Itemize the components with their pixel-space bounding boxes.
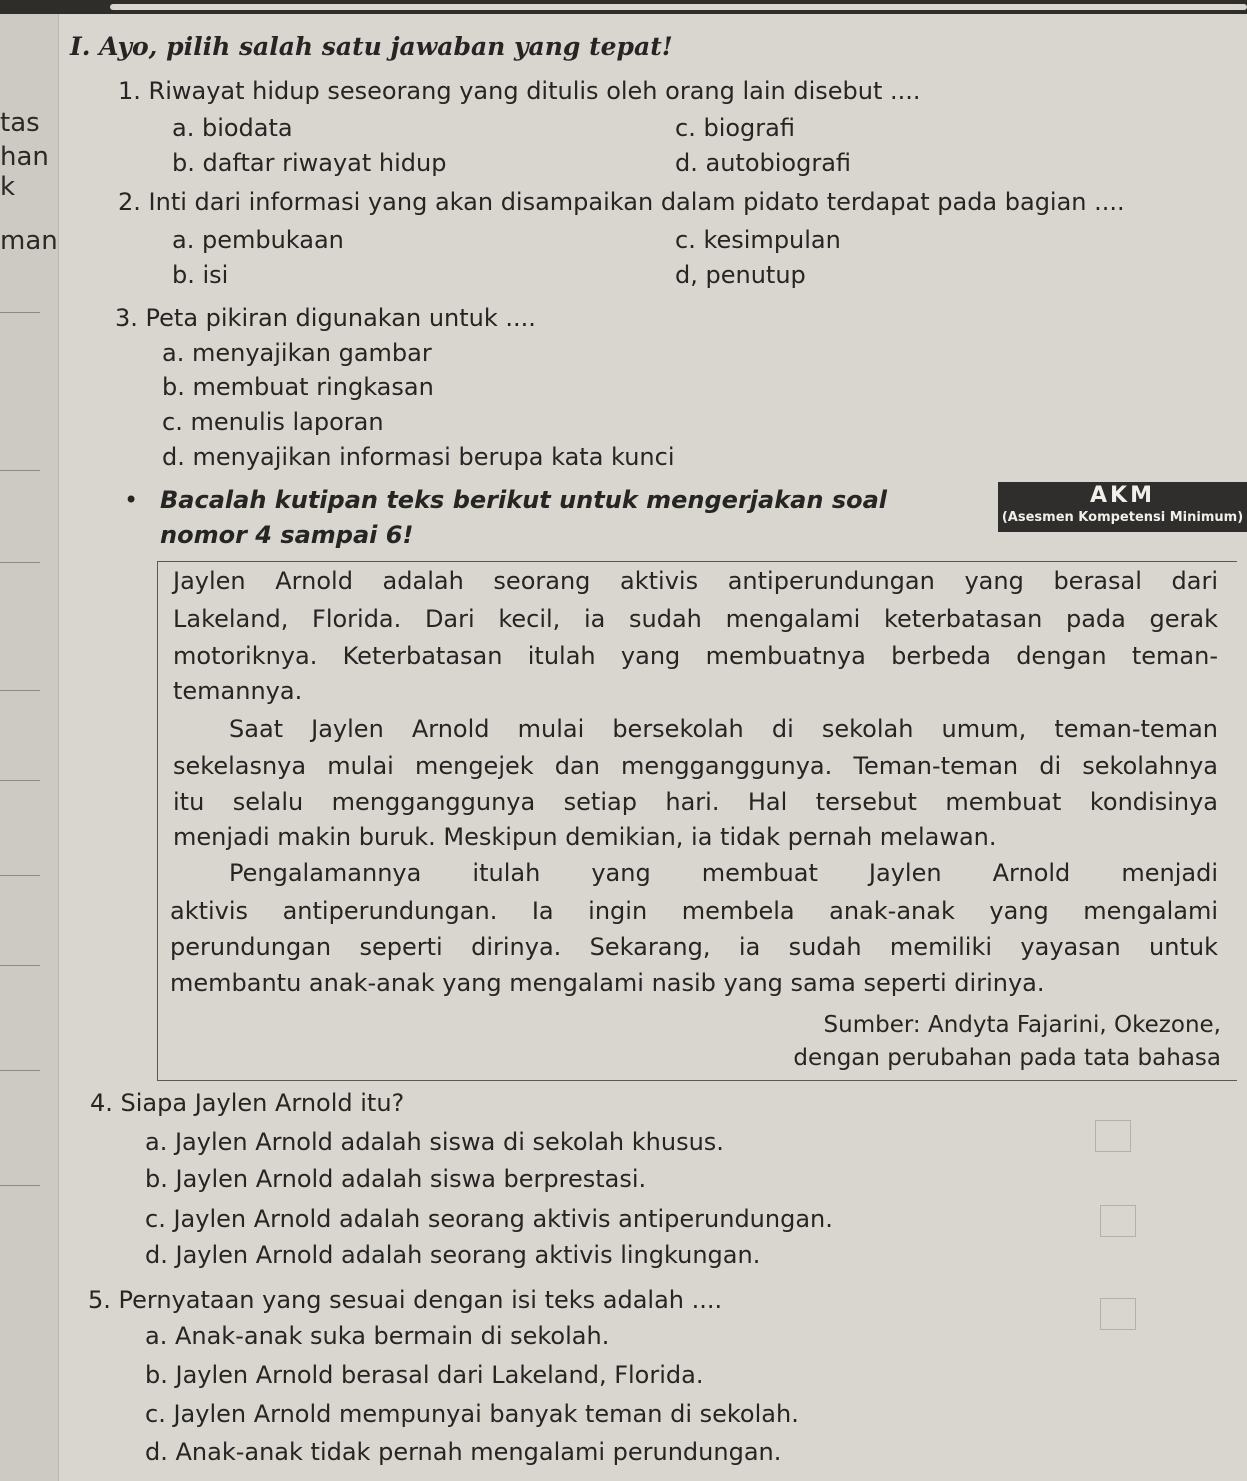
q3-option-d[interactable]: d. menyajikan informasi berupa kata kunci	[162, 443, 675, 471]
page-top-edge	[0, 0, 1247, 14]
question-3: 3. Peta pikiran digunakan untuk ....	[115, 304, 536, 332]
question-5: 5. Pernyataan yang sesuai dengan isi teks adalah ....	[88, 1286, 723, 1314]
q2-option-c[interactable]: c. kesimpulan	[675, 226, 841, 254]
margin-fragment: man	[0, 226, 58, 256]
margin-rule	[0, 1070, 40, 1071]
q5-option-a[interactable]: a. Anak-anak suka bermain di sekolah.	[145, 1322, 610, 1350]
margin-rule	[0, 312, 40, 313]
passage-line: Jaylen Arnold adalah seorang aktivis antiperundungan yang berasal dari	[173, 567, 1218, 595]
margin-rule	[0, 562, 40, 563]
passage-line: itu selalu mengganggunya setiap hari. Hal tersebut membuat kondisinya	[173, 788, 1218, 816]
passage-source-2: dengan perubahan pada tata bahasa	[793, 1045, 1221, 1071]
passage-source-1: Sumber: Andyta Fajarini, Okezone,	[823, 1012, 1221, 1038]
q3-option-b[interactable]: b. membuat ringkasan	[162, 373, 434, 401]
margin-rule	[0, 875, 40, 876]
q2-option-b[interactable]: b. isi	[172, 261, 229, 289]
instruction-line-1: Bacalah kutipan teks berikut untuk mengerjakan soal	[160, 486, 888, 514]
question-2: 2. Inti dari informasi yang akan disampaikan dalam pidato terdapat pada bagian ....	[118, 188, 1125, 216]
margin-rule	[0, 965, 40, 966]
akm-subtitle: (Asesmen Kompetensi Minimum)	[1001, 510, 1244, 525]
passage-line: temannya.	[173, 677, 303, 705]
passage-line: Saat Jaylen Arnold mulai bersekolah di sekolah umum, teman-teman	[229, 715, 1218, 743]
q4-option-a[interactable]: a. Jaylen Arnold adalah siswa di sekolah khusus.	[145, 1128, 724, 1156]
passage-line: perundungan seperti dirinya. Sekarang, ia sudah memiliki yayasan untuk	[170, 933, 1218, 961]
instruction-bullet: •	[124, 486, 139, 514]
question-1: 1. Riwayat hidup seseorang yang ditulis oleh orang lain disebut ....	[118, 77, 921, 105]
question-4: 4. Siapa Jaylen Arnold itu?	[90, 1089, 405, 1117]
passage-line: motoriknya. Keterbatasan itulah yang membuatnya berbeda dengan teman-	[173, 642, 1218, 670]
section-title: I. Ayo, pilih salah satu jawaban yang tepat!	[70, 32, 673, 61]
q1-option-c[interactable]: c. biografi	[675, 114, 795, 142]
q2-option-d[interactable]: d, penutup	[675, 261, 806, 289]
answer-box	[1100, 1298, 1136, 1330]
answer-box	[1100, 1205, 1136, 1237]
akm-badge	[998, 482, 1247, 532]
margin-rule	[0, 690, 40, 691]
akm-title: AKM	[1090, 483, 1155, 508]
passage-line: sekelasnya mulai mengejek dan mengganggunya. Teman-teman di sekolahnya	[173, 752, 1218, 780]
instruction-line-2: nomor 4 sampai 6!	[160, 521, 414, 549]
reading-passage-box	[157, 561, 1237, 1081]
q1-option-a[interactable]: a. biodata	[172, 114, 293, 142]
q4-option-c[interactable]: c. Jaylen Arnold adalah seorang aktivis antiperundungan.	[145, 1205, 833, 1233]
q3-option-a[interactable]: a. menyajikan gambar	[162, 339, 432, 367]
passage-line: membantu anak-anak yang mengalami nasib yang sama seperti dirinya.	[170, 969, 1045, 997]
q5-option-c[interactable]: c. Jaylen Arnold mempunyai banyak teman di sekolah.	[145, 1400, 799, 1428]
passage-line: menjadi makin buruk. Meskipun demikian, ia tidak pernah melawan.	[173, 823, 997, 851]
q5-option-b[interactable]: b. Jaylen Arnold berasal dari Lakeland, Florida.	[145, 1361, 704, 1389]
margin-rule	[0, 780, 40, 781]
q5-option-d[interactable]: d. Anak-anak tidak pernah mengalami perundungan.	[145, 1438, 782, 1466]
q3-option-c[interactable]: c. menulis laporan	[162, 408, 384, 436]
answer-box	[1095, 1120, 1131, 1152]
passage-line: aktivis antiperundungan. Ia ingin membela anak-anak yang mengalami	[170, 897, 1218, 925]
q2-option-a[interactable]: a. pembukaan	[172, 226, 344, 254]
q4-option-b[interactable]: b. Jaylen Arnold adalah siswa berprestasi.	[145, 1165, 647, 1193]
margin-fragment: k	[0, 172, 16, 202]
margin-rule	[0, 1185, 40, 1186]
q4-option-d[interactable]: d. Jaylen Arnold adalah seorang aktivis lingkungan.	[145, 1241, 761, 1269]
margin-fragment: tas	[0, 108, 40, 138]
q1-option-b[interactable]: b. daftar riwayat hidup	[172, 149, 447, 177]
margin-rule	[0, 470, 40, 471]
margin-fragment: han	[0, 142, 49, 172]
passage-line: Pengalamannya itulah yang membuat Jaylen Arnold menjadi	[229, 859, 1218, 887]
passage-line: Lakeland, Florida. Dari kecil, ia sudah mengalami keterbatasan pada gerak	[173, 605, 1218, 633]
q1-option-d[interactable]: d. autobiografi	[675, 149, 852, 177]
